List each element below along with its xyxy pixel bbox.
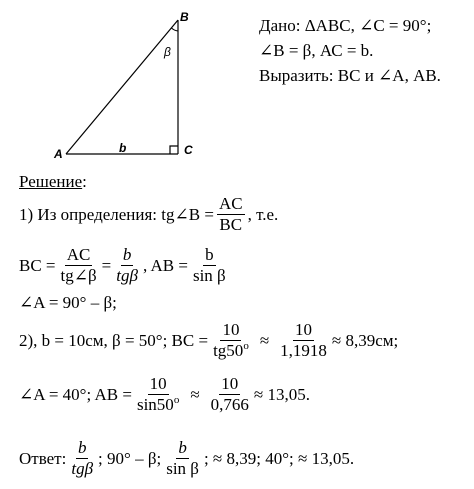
answer-middle: ; 90° – β; [98,448,162,468]
step-3-fraction-1-den [135,395,181,415]
side-b-label: b [119,141,127,155]
step-2-fraction-1 [211,320,251,360]
answer-label: Ответ: [19,448,67,468]
ab-label: , AB = [142,255,188,275]
side-ab [66,20,178,154]
step-3-degree: o [173,393,180,406]
step-2-fraction-2-num: 10 [295,320,313,339]
bc-fraction-2 [114,245,140,285]
step-1-line [19,194,278,234]
bc-equals: = [101,255,112,275]
answer-fraction-1-den: tgβ [71,458,94,478]
step-2-line [19,320,398,360]
angle-a-line: ∠A = 90° – β; [19,293,117,312]
step-2-result: ≈ 8,39см; [331,330,399,350]
step-3-fraction-1-num: 10 [149,374,167,393]
step-2-fraction-1-den [211,341,251,361]
step-3-fraction-2 [209,374,251,414]
angle-beta-label: β [164,45,171,59]
step-2-degree: o [243,339,249,352]
step-2-approx: ≈ [259,330,270,350]
answer-fraction-2-num: b [178,438,187,457]
bc-fraction-1-num: AC [66,245,91,264]
solution-heading-text: Решение [19,172,83,191]
step-3-fraction-1-den-text: sin50 [136,394,174,414]
step-1-fraction [217,194,245,234]
step-2-fraction-1-num: 10 [222,320,240,339]
bc-fraction-2-den: tgβ [116,265,138,285]
step-3-approx: ≈ [190,384,200,404]
step-3-line [19,374,310,414]
angle-b-arc [172,28,179,31]
given-line-2: ∠В = β, АС = b. [259,41,374,60]
answer-fraction-1 [69,438,95,478]
step-3-fraction-2-num: 10 [221,374,239,393]
step-2-fraction-2 [278,320,329,360]
step-3-result: ≈ 13,05. [253,384,310,404]
bc-fraction-2-num: b [122,245,132,264]
solution-heading-colon: : [82,172,87,191]
vertex-b-label: B [180,10,189,24]
ab-fraction-den: sin β [192,265,226,285]
step-1-numerator: AC [218,194,243,213]
given-line-3: Выразить: ВС и ∠А, АВ. [259,66,441,85]
given-line-1: Дано: ΔАВС, ∠С = 90°; [259,16,432,35]
right-angle-mark [170,146,178,154]
bc-formula-line [19,245,231,285]
answer-fraction-1-num: b [77,438,87,457]
step-3-fraction-2-den: 0,766 [210,394,249,414]
answer-line [19,438,354,478]
step-1-denominator: BC [219,214,243,234]
bc-label: BC = [19,255,56,275]
answer-fraction-2-den: sin β [166,458,199,478]
step-2-prefix: 2), b = 10см, β = 50°; ВС = [19,330,209,350]
bc-fraction-1-den: tg∠β [60,265,97,285]
ab-fraction [191,245,228,285]
step-3-fraction-1 [135,374,181,414]
step-2-fraction-2-den: 1,1918 [280,340,327,360]
solution-heading [19,173,87,190]
answer-fraction-2 [164,438,201,478]
vertex-c-label: C [184,143,193,157]
vertex-a-label: A [54,147,63,161]
step-1-prefix: 1) Из определения: tg∠B = [19,204,214,224]
ab-fraction-num: b [205,245,214,264]
step-1-suffix: , т.е. [247,204,279,224]
bc-fraction-1 [59,245,99,285]
step-3-prefix: ∠A = 40°; AB = [19,384,132,404]
step-2-fraction-1-den-text: tg50 [213,340,244,360]
answer-tail: ; ≈ 8,39; 40°; ≈ 13,05. [203,448,355,468]
